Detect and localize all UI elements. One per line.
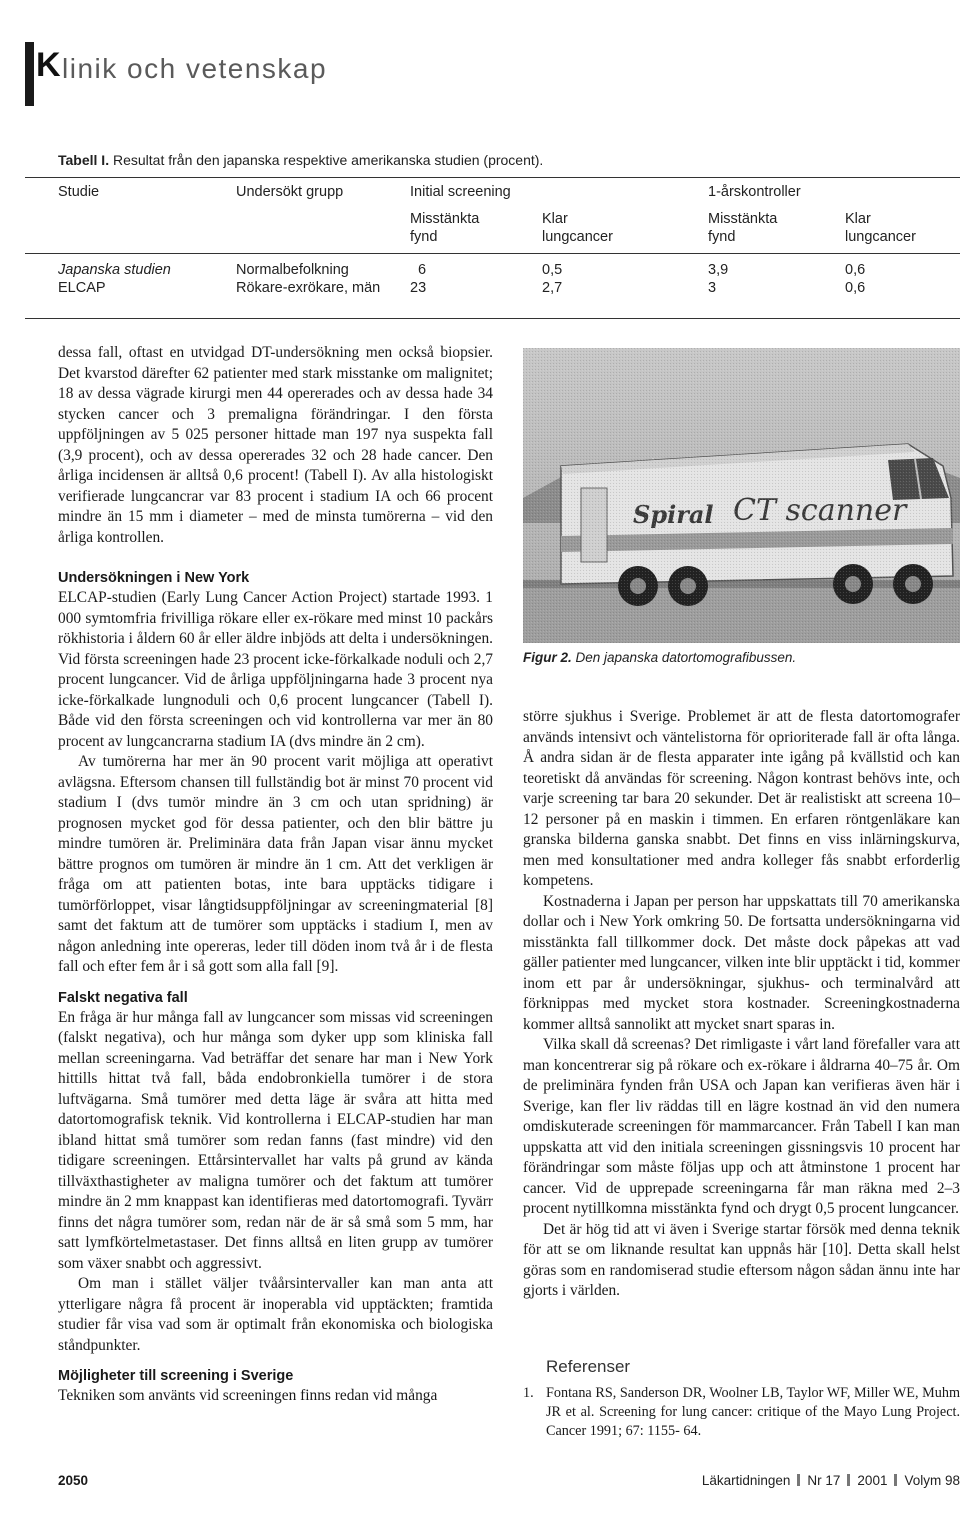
table-rule-bottom bbox=[25, 318, 960, 319]
bus-illustration bbox=[523, 348, 960, 643]
table-cell: 0,6 bbox=[845, 280, 866, 296]
table-cell: Rökare-exrökare, män bbox=[236, 280, 381, 296]
figure-label: Figur 2. bbox=[523, 650, 572, 665]
footer-separator bbox=[894, 1474, 897, 1486]
section-initial: K bbox=[36, 46, 61, 84]
section-title: linik och vetenskap bbox=[62, 53, 328, 84]
table-cell: 6 bbox=[418, 262, 427, 278]
journal-volume: Volym 98 bbox=[904, 1473, 960, 1488]
table-subhead: Misstänkta bbox=[708, 211, 778, 227]
left-column bbox=[58, 343, 493, 1407]
table-rule-mid bbox=[25, 253, 960, 254]
table-title-label: Tabell I. bbox=[58, 152, 110, 168]
paragraph: Av tumörerna har mer än 90 procent varit möjliga att operativt avlägsna. Eftersom chansen till fullständig bot är minst 70 procent vid stadium I (dvs tumör mindre än 3 cm och utan spridning) är prognosen mycket god för dessa patienter, och den blir bättre ju mindre tumören är. Preliminära data från Japan visar ännu mycket bättre prognos om tumören är mindre än 1 cm. Att det verkligen är fråga om att patienten botas, inte bara upptäcks tidigare i tumörförloppet, visar långtidsuppföljningar av screeningmaterial [8] samt det faktum att de tumörer som upptäcks i stadium I, men av någon anledning inte opereras, leder till döden inom två år i de flesta fall och efter fem år i så gott som alla fall [9]. bbox=[58, 753, 493, 975]
page-number: 2050 bbox=[58, 1473, 89, 1488]
figure-ct-bus-photo bbox=[523, 348, 960, 643]
table-head-group: Undersökt grupp bbox=[236, 184, 344, 200]
table-subhead: Klar bbox=[845, 211, 871, 227]
table-cell: 2,7 bbox=[542, 280, 563, 296]
table-cell: 3 bbox=[708, 280, 717, 296]
table-head-annual: 1-årskontroller bbox=[708, 184, 801, 200]
table-subhead: fynd bbox=[410, 229, 438, 245]
table-rule-top bbox=[25, 177, 960, 178]
header-bar bbox=[25, 42, 34, 106]
table-subhead: Klar bbox=[542, 211, 568, 227]
paragraph: Tekniken som använts vid screeningen finns redan vid många bbox=[58, 1387, 438, 1404]
references-heading: Referenser bbox=[546, 1357, 631, 1376]
table-cell: 3,9 bbox=[708, 262, 729, 278]
right-column bbox=[523, 707, 960, 1302]
section-heading: Möjligheter till screening i Sverige bbox=[58, 1368, 294, 1384]
section-heading: Undersökningen i New York bbox=[58, 570, 250, 586]
section-heading: Falskt negativa fall bbox=[58, 989, 188, 1006]
footer-separator bbox=[847, 1474, 850, 1486]
figure-caption-text: Den japanska datortomografibussen. bbox=[571, 650, 797, 665]
reference-item bbox=[523, 1384, 960, 1441]
table-cell: Normalbefolkning bbox=[236, 262, 349, 278]
journal-issue: Nr 17 bbox=[807, 1473, 841, 1488]
table-title-text: Resultat från den japanska respektive amerikanska studien (procent). bbox=[109, 152, 544, 168]
table-cell: 0,5 bbox=[542, 262, 563, 278]
paragraph: Det är hög tid att vi även i Sverige startar försök med denna teknik för att se om liknande resultat kan uppnås här [10]. Detta skall helst göras som en randomiserad studie eftersom någon sådan ännu inte har gjorts i världen. bbox=[523, 1220, 960, 1299]
reference-text: Fontana RS, Sanderson DR, Woolner LB, Taylor WF, Miller WE, Muhm JR et al. Screening for lung cancer: critique of the Mayo Lung Project. Cancer 1991; 67: 1155- 64. bbox=[546, 1385, 960, 1439]
paragraph: dessa fall, oftast en utvidgad DT-undersökning men också biopsier. Det kvarstod därefter 62 patienter med stark misstanke om malignitet; 18 av dessa vägrade kirurgi men 44 opererades och av dessa hade 34 stycken cancer och 3 premaligna förändringar. I den första uppföljningen av 5 025 personer hittade man 197 nya suspekta fall (3,9 procent), och av dessa opererades 32 och 28 hade cancer. Den årliga incidensen är alltså 0,6 procent! (Tabell I). Av alla histologiskt verifierade lungcancrar var 83 procent i stadium IA och 66 procent mindre än 15 mm i diameter – med de minsta tumörerna – vid den årliga kontrollen. bbox=[58, 344, 493, 546]
table-subhead: fynd bbox=[708, 229, 736, 245]
table-subhead: lungcancer bbox=[542, 229, 613, 245]
paragraph: En fråga är hur många fall av lungcancer som missas vid screeningen (falskt negativa), och hur många som dyker upp som kliniska fall mellan screeningarna. Vad beträffar det senare har man i New York hittills hittat två fall, båda endobronkiella tumörer i de stora luftvägarna. Små tumörer med detta läge är svåra att hitta med datortomografisk teknik. Vid kontrollerna i ELCAP-studien har man ibland hittat små tumörer som redan fanns (fast mindre) vid den tidigare screeningen. Ettårsintervallet har valts på grund av kända tillväxthastigheter av maligna tumörer och det faktum att tumörer mindre än 2 mm knappast kan identifieras med datortomografi. Tyvärr finns det några tumörer som, redan när de är så små som 5 mm, har satt lymfkörtelmetastaser. Det finns alltså en liten grupp av tumörer som växer snabbt och aggressivt. bbox=[58, 1008, 493, 1272]
table-cell: Japanska studien bbox=[58, 262, 171, 278]
paragraph: ELCAP-studien (Early Lung Cancer Action Project) startade 1993. 1 000 symtomfria frivilliga rökare eller ex-rökare med minst 10 packårs rökhistoria i åldern 60 år eller äldre inbjöds att delta i undersökningen. Vid första screeningen hade 23 procent icke-förkalkade noduli och 2,7 procent lungcancer. Vid de årliga uppföljningarna hade 3 procent nya icke-förkalkade lungnoduli och 0,6 procent lungcancer (Tabell I). Både vid den första screeningen och vid kontrollerna var mer än 80 procent av lungcancrarna stadium IA (dvs mindre än 2 cm). bbox=[58, 589, 493, 750]
figure-caption bbox=[523, 650, 796, 665]
table-cell: ELCAP bbox=[58, 280, 106, 296]
paragraph: Kostnaderna i Japan per person har uppskattats till 70 amerikanska dollar och i New York omkring 50. De fortsatta undersökningarna vid misstänkta fall tillkommer dock. Det måste dock påpekas att vad gäller patienter med lungcancer, vilken inte blir upptäckt i tid, kommer inom ett par år undersökningar, sjukhus- och terminalvård att förknippas med mycket stora kostnader. Screeningkostnaderna kommer alltså sannolikt att mycket snart sparas in. bbox=[523, 892, 960, 1033]
table-subhead: lungcancer bbox=[845, 229, 916, 245]
journal-name: Läkartidningen bbox=[701, 1473, 791, 1488]
table-subhead: Misstänkta bbox=[410, 211, 480, 227]
footer-separator bbox=[797, 1474, 800, 1486]
paragraph: Om man i stället väljer tvåårsintervaller kan man anta att ytterligare några få procent är inoperabla vid upptäckten; framtida studier får visa vad som är optimalt från ekonomiska och biologiska ståndpunkter. bbox=[58, 1275, 493, 1354]
journal-year: 2001 bbox=[857, 1473, 888, 1488]
table-head-initial: Initial screening bbox=[410, 184, 511, 200]
footer-journal bbox=[702, 1473, 960, 1488]
table-cell: 23 bbox=[410, 280, 427, 296]
paragraph: större sjukhus i Sverige. Problemet är att de flesta datortomografer används intensivt och väntelistorna för oprioriterade fall är ofta långa. Å andra sidan är de flesta apparater inte igång på kvällstid och kan teoretiskt då användas för screening. Någon kontrast behövs inte, och varje screening tar bara 20 sekunder. Det är realistiskt att screena 10–12 personer på en maskin i timmen. En erfaren röntgenläkare kan granska bilderna ganska snabbt. Det finns en viss inlärningskurva, men med konsultationer med andra kolleger fås snabbt erforderlig kompetens. bbox=[523, 708, 960, 889]
table-head-study: Studie bbox=[58, 184, 100, 200]
paragraph: Vilka skall då screenas? Det rimligaste i vårt land förefaller vara att man koncentrerar sig på rökare och ex-rökare i åldrarna 40–75 år. Om de preliminära fynden från USA och Japan kan verifieras även här i Sverige, kan fler liv räddas till en lägre kostnad än vid den numera omdiskuterade screeningen för mammarcancer. Från Tabell I kan man uppskatta att vid den initiala screeningen gissningsvis 10 procent har förändringar som måste följas upp och att åtminstone 1 procent har cancer. Vid de upprepade screeningarna får man räkna med 2–3 procent nytillkomna misstänkta fynd och drygt 0,5 procent lungcancer. bbox=[523, 1036, 960, 1217]
table-cell: 0,6 bbox=[845, 262, 866, 278]
reference-number: 1. bbox=[523, 1385, 534, 1401]
table-title bbox=[58, 152, 543, 168]
